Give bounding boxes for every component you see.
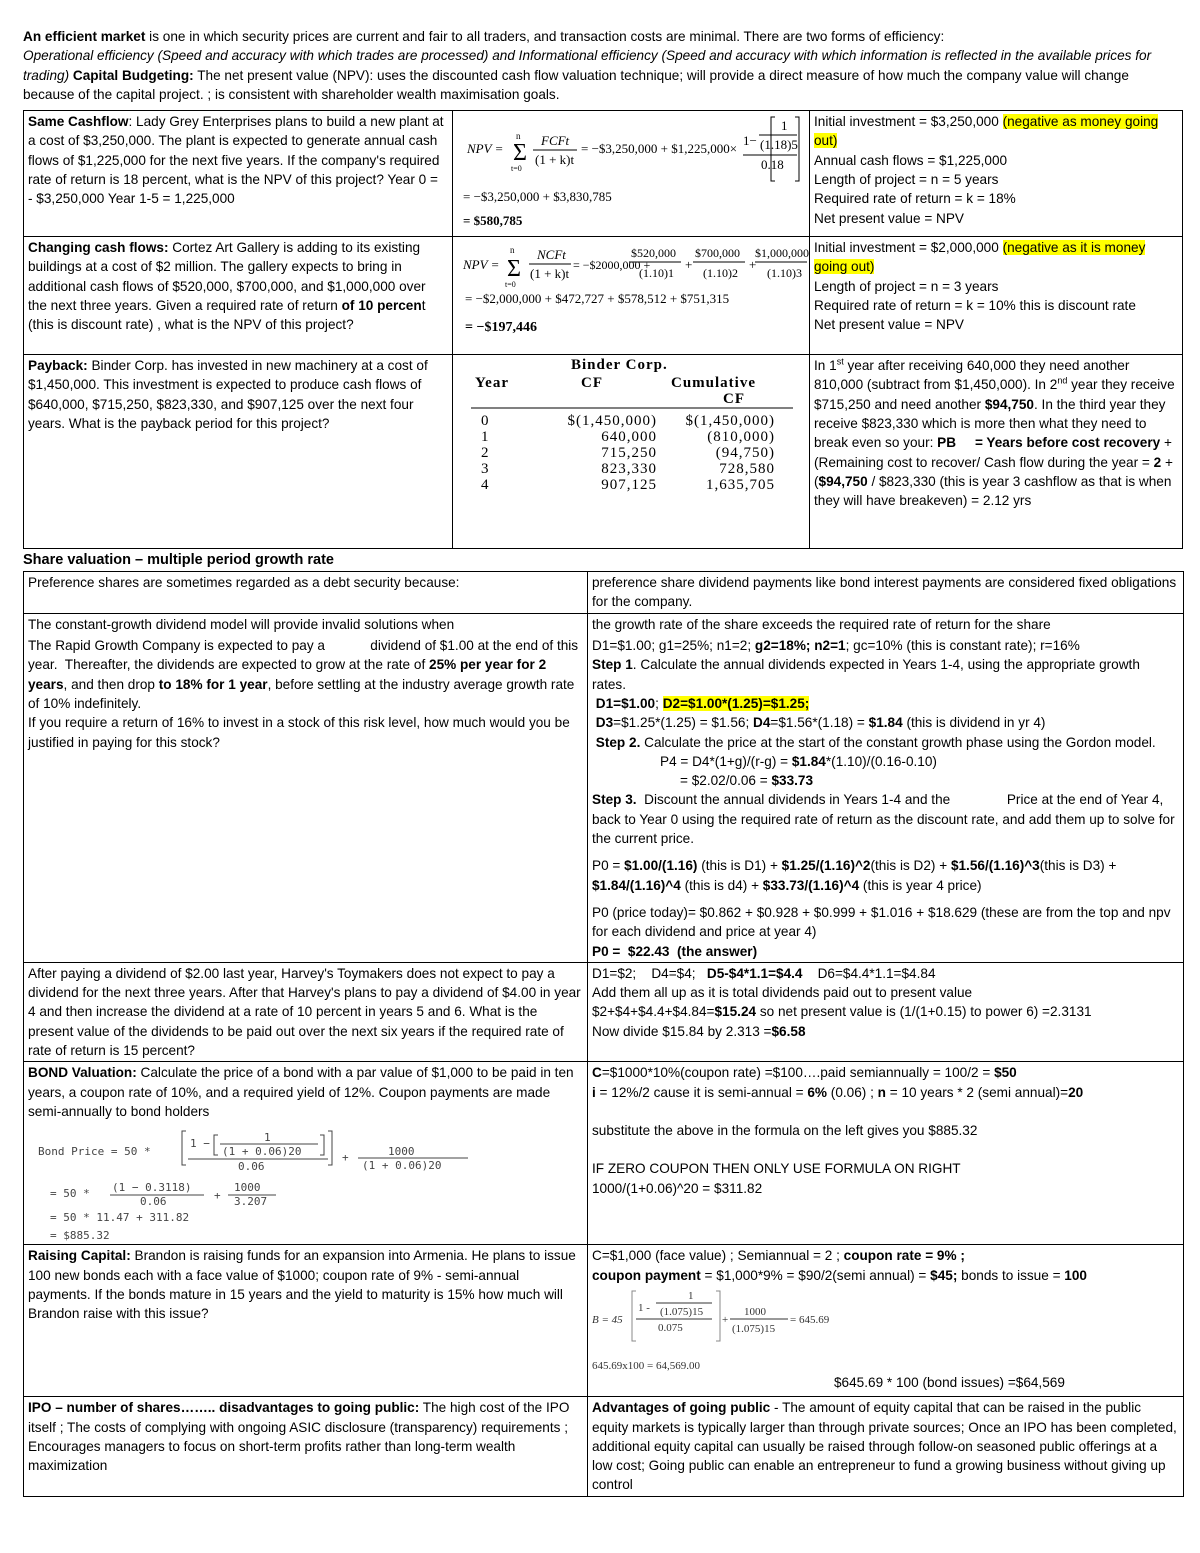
payback-cell: 0 [481,413,490,430]
svg-text:1 −: 1 − [190,1137,210,1151]
payback-cell: 1,635,705 [706,477,775,494]
payback-notes: In 1st year after receiving 640,000 they need another 810,000 (subtract from $1,450,000). In 2nd year they receive $715,250 and need another $94,750. In the third year they receive $823,330 which is more then what they need to break even so your: PB = Years before cost recovery + (Remaining cost to recover/ Cash flow during the year = 2 + ($94,750 / $823,330 (this is year 3 cashflow as that is when they will have breakeven) = 2.12 yrs [810,355,1183,549]
capital-budgeting-term: Capital Budgeting: [69,67,194,83]
svg-text:1: 1 [264,1131,271,1145]
svg-text:(1.10)1: (1.10)1 [639,266,674,281]
npv-changing-formula [453,237,810,355]
plus-sign: + [685,257,693,273]
capital-budgeting-table [23,110,1183,549]
bracket-icon [328,1131,332,1165]
cg-answer: the growth rate of the share exceeds the required rate of return for the share [588,613,1184,635]
col-cumulative-cf: CF [723,391,745,408]
p4-result: = $2.02/0.06 = $33.73 [680,773,814,789]
payback-cell: 3 [481,461,490,478]
svg-text:3.207: 3.207 [234,1195,268,1209]
svg-text:(1 + k)t: (1 + k)t [530,266,570,282]
svg-text:n: n [510,245,515,256]
bond-formula-result: = $885.32 [50,1229,110,1243]
rapid-question: The Rapid Growth Company is expected to pay a dividend of $1.00 at the end of this year. Thereafter, the dividends are expected to grow at the rate of 25% per year for 2 years, and then drop to 18% for 1 year, before settling at the industry average growth rate of 10% indefinitely. If you require a return of 16% to invest in a stock of this risk level, how much would you be justified in paying for this stock? [24,635,588,962]
plus-sign: + [749,257,757,273]
npv-same-formula-svg [453,111,809,235]
payback-question: Payback: Binder Corp. has invested in new machinery at a cost of $1,450,000. This investment is expected to produce cash flows of $640,000, $715,250, $823,330, and $907,125 over the next four years. What is the payback period for this project? [24,355,453,549]
npv-changing-notes: Initial investment = $2,000,000 (negative as it is money going out) Length of project = n = 3 years Required rate of return = k = 10% this is discount rate Net present value = NPV [810,237,1183,355]
payback-cell: 1 [481,429,490,446]
ipo-advantages: Advantages of going public - The amount of equity capital that can be raised in the public equity markets is typically larger than through private sources; Once an IPO has been completed, additional equity capital can usually be raised through follow-on seasoned public offerings at a low cost; Going public can enable an entrepreneur to fund a growing business without giving up control [588,1397,1184,1496]
rapid-growth-row [24,635,1184,962]
svg-text:= 645.69: = 645.69 [790,1313,830,1326]
npv-changing-question: Changing cash flows: Cortez Art Gallery is adding to its existing buildings at a cost of $2 million. The gallery expects to bring in additional cash flows of $520,000, $700,000, and $1,000,000 over the next three years. Given a required rate of return of 10 percent (this is discount rate) , what is the NPV of this project? [24,237,453,355]
payback-cell: 907,125 [601,477,657,494]
svg-text:(1.10)2: (1.10)2 [703,266,738,281]
bracket-icon [716,1291,720,1341]
efficient-market-text: is one in which security prices are current and fair to all traders, and transaction costs are minimal. There are two forms of efficiency: [145,29,945,44]
svg-text:(1 + 0.06)20: (1 + 0.06)20 [222,1145,302,1159]
ipo-row [24,1397,1184,1496]
bracket-icon [320,1135,324,1155]
svg-text:= 50 *: = 50 * [50,1187,90,1201]
npv-same-eq: = −$3,250,000 + $1,225,000× [581,141,738,157]
svg-text:1000: 1000 [234,1181,261,1195]
rapid-answer: D1=$1.00; g1=25%; n1=2; g2=18%; n2=1; gc=10% (this is constant rate); r=16% Step 1. Calculate the annual dividends expected in Years 1-4, using the appropriate growth rates. D1=$1.00; D2=$1.00*(1.25)=$1.25; D3=$1.25*(1.25) = $1.56; D4=$1.56*(1.18) = $1.84 (this is dividend in yr 4) Step 2. Calculate the price at the start of the constant growth phase using the Gordon model. P4 = D4*(1+g)/(r-g) = $1.84*(1.10)/(0.16-0.10) = $2.02/0.06 = $33.73 Step 3. Discount the annual dividends in Years 1-4 and the Price at the end of Year 4, back to Year 0 using the required rate of return as the discount rate, and add them up to solve for the current price. P0 = $1.00/(1.16) (this is D1) + $1.25/(1.16)^2(this is D2) + $1.56/(1.16)^3(this is D3) + $1.84/(1.16)^4 (this is d4) + $33.73/(1.16)^4 (this is year 4 price) P0 (price today)= $0.862 + $0.928 + $0.999 + $1.016 + $18.629 (these are from the top and npv for each dividend and price at year 4) P0 = $22.43 (the answer) [588,635,1184,962]
spacer [592,848,1177,856]
spacer [592,1102,1177,1121]
frac-den: (1 + k)t [535,152,575,168]
svg-text:$520,000: $520,000 [631,246,676,261]
bracket-icon [632,1291,636,1341]
payback-cell: 2 [481,445,490,462]
plus-sign: + [214,1189,221,1203]
npv-changing-row [24,237,1183,355]
payback-rows [481,413,775,493]
col-cumulative: Cumulative [671,375,756,392]
highlight-note: (negative as it is money going out) [814,240,1146,275]
payback-cell: 823,330 [601,461,657,478]
svg-text:1: 1 [688,1289,694,1302]
sigma-icon: Σ [513,140,527,167]
svg-text:= −$2000,000 +: = −$2000,000 + [573,258,651,273]
raising-formula-svg [592,1285,1152,1373]
svg-text:1000: 1000 [388,1145,415,1159]
sum-bottom: t=0 [511,164,522,174]
harvey-question: After paying a dividend of $2.00 last year, Harvey's Toymakers does not expect to pay a dividend for the next three years. After that Harvey's plans to pay a dividend of $4.00 in year 4 and then increase the dividend at a rate of 10 percent in years 5 and 6. What is the present value of the dividends to be paid out over the next six years if the required rate of rate of return is 15 percent? [24,962,588,1061]
share-valuation-heading: Share valuation – multiple period growth rate [23,552,334,569]
col-year: Year [475,375,509,392]
svg-text:(1.075)15: (1.075)15 [660,1305,704,1318]
col-cf: CF [581,375,603,392]
harvey-row [24,962,1184,1061]
npv-label: NPV = [467,141,504,157]
share-valuation-table [23,571,1184,1497]
payback-cell: 715,250 [601,445,657,462]
svg-text:$700,000: $700,000 [695,246,740,261]
bracket-icon [182,1131,186,1165]
npv-same-formula [453,111,810,237]
svg-text:= 50 * 11.47 + 311.82: = 50 * 11.47 + 311.82 [50,1211,190,1225]
raising-final: $645.69 * 100 (bond issues) =$64,569 [834,1374,1065,1390]
bond-formula-svg [28,1125,568,1229]
inner-num: 1 [781,118,788,134]
svg-text:= −$197,446: = −$197,446 [465,320,537,336]
raising-capital-row [24,1245,1184,1397]
frac-num: FCFt [541,133,570,149]
payback-table-title: Binder Corp. [571,357,668,374]
npv-changing-formula-svg [453,237,809,353]
npv-same-line2: = −$3,250,000 + $3,830,785 [463,189,612,205]
payback-cell: (810,000) [707,429,775,446]
payback-table-svg [453,355,809,545]
npv-same-row [24,111,1183,237]
spacer [592,895,1177,903]
payback-cell: 728,580 [719,461,775,478]
npv-same-question: Same Cashflow: Lady Grey Enterprises plans to build a new plant at a cost of $3,250,000. The plant is expected to generate annual cash flows of $1,225,000 for the next five years. If the company's required rate of return is 18 percent, what is the NPV of this project? Year 0 = - $3,250,000 Year 1-5 = 1,225,000 [24,111,453,237]
svg-text:(1 − 0.3118): (1 − 0.3118) [112,1181,192,1195]
svg-text:t=0: t=0 [505,280,516,290]
svg-text:0.06: 0.06 [238,1160,265,1174]
pref-question: Preference shares are sometimes regarded as a debt security because: [24,572,588,614]
svg-text:+: + [342,1151,349,1165]
highlight-note: (negative as money going out) [814,114,1159,149]
capital-budgeting-text: The net present value (NPV): uses the discounted cash flow valuation technique; will provide a direct measure of how much the company value will change because of the capital project. ; is consistent with shareholder wealth maximisation goals. [23,67,1129,102]
constant-growth-row [24,613,1184,635]
svg-text:0.075: 0.075 [658,1321,683,1334]
payback-cell: $(1,450,000) [567,413,657,430]
intro-paragraph [23,27,1179,104]
svg-text:(1.10)3: (1.10)3 [767,266,802,281]
pref-row [24,572,1184,614]
document-page [23,27,1183,1497]
bond-question: BOND Valuation: Calculate the price of a bond with a par value of $1,000 to be paid in ten years, a coupon rate of 10%, and a required yield of 12%. Coupon payments are made semi-annually to bond holders Bond Price = 50 * 1 − 1 (1 + 0.06)20 0.06 + 1000 (1 + 0.06)20 = 50 * (1 − 0.3118) 0.06 + 1000 3.207 = 50 * 11.47 + 311.82 = $885.32 [24,1062,588,1245]
svg-text:1000: 1000 [744,1305,766,1318]
svg-text:1 -: 1 - [638,1301,650,1314]
svg-text:= −$2,000,000 + $472,727 + $57: = −$2,000,000 + $472,727 + $578,512 + $751,315 [465,291,730,307]
payback-cell: (94,750) [715,445,775,462]
payback-cell: 4 [481,477,490,494]
pref-answer: preference share dividend payments like bond interest payments are considered fixed obligations for the company. [588,572,1184,614]
svg-text:$1,000,000: $1,000,000 [755,246,809,261]
efficiency-forms: Operational efficiency (Speed and accuracy with which trades are processed) and Informational efficiency (Speed and accuracy with which information is reflected in the available prices for trading) [23,48,1152,83]
payback-row [24,355,1183,549]
payback-cell: 640,000 [601,429,657,446]
bracket-one: 1− [743,133,757,149]
bracket-icon [214,1135,218,1155]
svg-text:(1.075)15: (1.075)15 [732,1322,776,1335]
svg-text:0.06: 0.06 [140,1195,167,1209]
sigma-icon: Σ [507,256,521,283]
inner-den: (1.18)5 [760,137,798,153]
outer-den: 0.18 [761,157,784,173]
svg-text:+: + [722,1313,729,1326]
svg-text:(1 + 0.06)20: (1 + 0.06)20 [362,1159,442,1173]
raising-answer: C=$1,000 (face value) ; Semiannual = 2 ; coupon rate = 9% ; coupon payment = $1,000*9% = $90/2(semi annual) = $45; bonds to issue = 100 B = 45 1 - 1 (1.075)15 0.075 + 1000 (1.075)15 = 645.69 645.69x100 = 64,569.00 $645.69 * 100 (bond issues) =$64,569 [588,1245,1184,1397]
cg-question: The constant-growth dividend model will provide invalid solutions when [24,613,588,635]
harvey-answer: D1=$2; D4=$4; D5-$4*1.1=$4.4 D6=$4.4*1.1=$4.84 Add them all up as it is total dividends paid out to present value $2+$4+$4.4+$4.84=$15.24 so net present value is (1/(1+0.15) to power 6) =2.3131 Now divide $15.84 by 2.313 =$6.58 [588,962,1184,1061]
sum-top: n [516,131,521,142]
payback-table-cell [453,355,810,549]
npv-same-line3: = $580,785 [463,213,523,229]
raising-question: Raising Capital: Brandon is raising funds for an expansion into Armenia. He plans to issue 100 new bonds each with a face value of $1000; coupon rate of 9% - semi-annual payments. If the bonds mature in 15 years and the yield to maturity is 15% how much will Brandon raise with this issue? [24,1245,588,1397]
raising-calc: 645.69x100 = 64,569.00 [592,1359,700,1372]
npv-same-notes: Initial investment = $3,250,000 (negative as money going out) Annual cash flows = $1,225,000 Length of project = n = 5 years Required rate of return = k = 18% Net present value = NPV [810,111,1183,237]
bond-answer: C=$1000*10%(coupon rate) =$100….paid semiannually = 100/2 = $50 i = 12%/2 cause it is semi-annual = 6% (0.06) ; n = 10 years * 2 (semi annual)=20 substitute the above in the formula on the left gives you $885.32 IF ZERO COUPON THEN ONLY USE FORMULA ON RIGHT 1000/(1+0.06)^20 = $311.82 [588,1062,1184,1245]
p4-line: P4 = D4*(1+g)/(r-g) = $1.84*(1.10)/(0.16-0.10) [660,753,937,769]
efficient-market-term: An efficient market [23,29,146,44]
bond-price-label: Bond Price = 50 * [38,1145,151,1159]
highlight-d2: D2=$1.00*(1.25)=$1.25; [662,695,810,711]
svg-text:B = 45: B = 45 [592,1313,623,1326]
spacer [592,1140,1177,1159]
rapid-answer-final: P0 = $22.43 (the answer) [592,943,758,959]
svg-text:NCFt: NCFt [537,247,566,263]
svg-text:NPV =: NPV = [463,257,500,273]
bond-row [24,1062,1184,1245]
ipo-disadvantages: IPO – number of shares…….. disadvantages to going public: The high cost of the IPO itself ; The costs of complying with ongoing ASIC disclosure (transparency) requirements ; Encourages managers to focus on short-term profits rather than long-term wealth maximization [24,1397,588,1496]
payback-cell: $(1,450,000) [685,413,775,430]
